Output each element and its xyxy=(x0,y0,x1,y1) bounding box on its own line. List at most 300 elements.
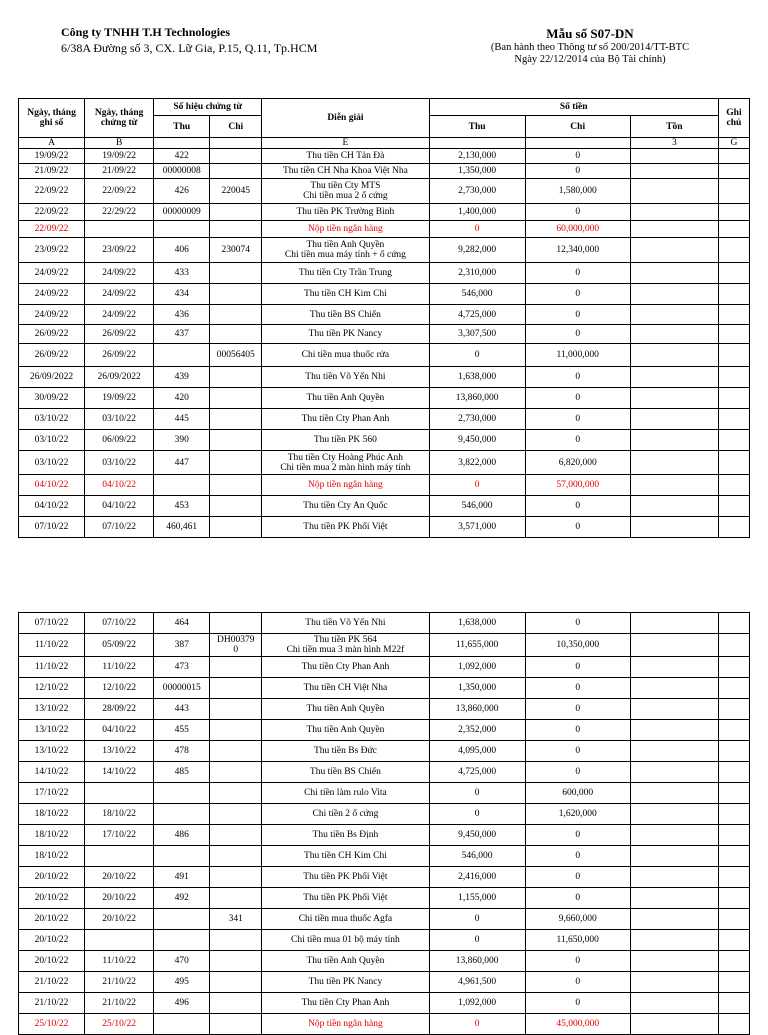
cell-date-doc: 19/09/22 xyxy=(85,149,154,164)
cell-payment-no xyxy=(210,930,262,951)
cell-description: Thu tiền PK Phối Việt xyxy=(262,888,429,909)
cell-amount-thu: 0 xyxy=(429,344,525,367)
cell-note xyxy=(718,164,749,179)
cell-amount-thu: 1,638,000 xyxy=(429,613,525,634)
cell-description: Thu tiền PK 564 Chi tiền mua 3 màn hình M22f xyxy=(262,634,429,657)
cell-receipt-no: 453 xyxy=(154,496,210,517)
cell-date-record: 13/10/22 xyxy=(19,741,85,762)
cell-amount-chi: 6,820,000 xyxy=(525,451,630,475)
cell-date-doc: 26/09/22 xyxy=(85,325,154,344)
cell-date-doc: 04/10/22 xyxy=(85,496,154,517)
cell-payment-no xyxy=(210,388,262,409)
cell-description: Thu tiền CH Việt Nha xyxy=(262,678,429,699)
cell-description: Thu tiền PK Phối Việt xyxy=(262,867,429,888)
cell-date-doc: 04/10/22 xyxy=(85,475,154,496)
cell-date-doc: 07/10/22 xyxy=(85,613,154,634)
cell-date-doc: 25/10/22 xyxy=(85,1014,154,1035)
cell-date-record: 21/09/22 xyxy=(19,164,85,179)
cell-date-record: 24/09/22 xyxy=(19,305,85,325)
table-row xyxy=(19,325,750,344)
cell-date-doc: 21/10/22 xyxy=(85,993,154,1014)
table-row xyxy=(19,1014,750,1035)
cell-receipt-no: 439 xyxy=(154,367,210,388)
table-row xyxy=(19,888,750,909)
table-row xyxy=(19,179,750,204)
cell-receipt-no: 390 xyxy=(154,430,210,451)
cell-note xyxy=(718,496,749,517)
cash-ledger-table-page-1 xyxy=(18,98,750,538)
cell-description: Thu tiền CH Tản Đà xyxy=(262,149,429,164)
cell-description: Thu tiền CH Kim Chi xyxy=(262,284,429,305)
table-row xyxy=(19,804,750,825)
cell-note xyxy=(718,325,749,344)
cell-amount-thu: 2,730,000 xyxy=(429,409,525,430)
cell-amount-ton xyxy=(630,846,718,867)
col-header-amt-ton: Tồn xyxy=(630,116,718,138)
cell-description: Thu tiền Cty Phan Anh xyxy=(262,409,429,430)
cash-ledger-table-page-2 xyxy=(18,612,750,1035)
cell-date-doc: 26/09/2022 xyxy=(85,367,154,388)
cell-note xyxy=(718,430,749,451)
code-cell xyxy=(525,138,630,149)
cell-note xyxy=(718,409,749,430)
cell-amount-thu: 2,416,000 xyxy=(429,867,525,888)
cell-amount-ton xyxy=(630,475,718,496)
cell-amount-chi: 0 xyxy=(525,430,630,451)
col-header-amount: Số tiền xyxy=(429,99,718,116)
cell-date-doc: 14/10/22 xyxy=(85,762,154,783)
cell-date-record: 13/10/22 xyxy=(19,720,85,741)
cell-date-record: 18/10/22 xyxy=(19,825,85,846)
cell-date-doc xyxy=(85,846,154,867)
cell-description: Thu tiền CH Kim Chi xyxy=(262,846,429,867)
cell-amount-ton xyxy=(630,325,718,344)
cell-amount-ton xyxy=(630,613,718,634)
table-row xyxy=(19,263,750,284)
cell-note xyxy=(718,179,749,204)
cell-amount-chi: 0 xyxy=(525,699,630,720)
cell-date-record: 03/10/22 xyxy=(19,430,85,451)
cell-date-record: 21/10/22 xyxy=(19,993,85,1014)
cell-date-doc: 21/09/22 xyxy=(85,164,154,179)
cell-date-record: 24/09/22 xyxy=(19,284,85,305)
cell-description: Thu tiền PK Nancy xyxy=(262,972,429,993)
cell-amount-ton xyxy=(630,204,718,221)
cell-description: Thu tiền PK 560 xyxy=(262,430,429,451)
table-row xyxy=(19,221,750,238)
cell-date-record: 26/09/2022 xyxy=(19,367,85,388)
cell-receipt-no: 455 xyxy=(154,720,210,741)
cell-description: Chi tiền làm rulo Vita xyxy=(262,783,429,804)
cell-payment-no: 341 xyxy=(210,909,262,930)
cell-amount-chi: 0 xyxy=(525,496,630,517)
cell-date-record: 20/10/22 xyxy=(19,867,85,888)
cell-note xyxy=(718,475,749,496)
cell-description: Thu tiền PK Nancy xyxy=(262,325,429,344)
cell-amount-chi: 57,000,000 xyxy=(525,475,630,496)
cell-description: Thu tiền Cty An Quốc xyxy=(262,496,429,517)
cell-payment-no xyxy=(210,263,262,284)
cell-amount-ton xyxy=(630,1014,718,1035)
cell-amount-chi: 0 xyxy=(525,388,630,409)
cell-note xyxy=(718,867,749,888)
cell-payment-no: 220045 xyxy=(210,179,262,204)
cell-date-doc: 03/10/22 xyxy=(85,409,154,430)
cell-note xyxy=(718,221,749,238)
cell-amount-thu: 546,000 xyxy=(429,284,525,305)
cell-description: Nộp tiền ngân hàng xyxy=(262,475,429,496)
cell-payment-no xyxy=(210,305,262,325)
cell-date-doc: 18/10/22 xyxy=(85,804,154,825)
cell-amount-ton xyxy=(630,741,718,762)
cell-payment-no xyxy=(210,430,262,451)
cell-date-record: 20/10/22 xyxy=(19,888,85,909)
cell-amount-ton xyxy=(630,221,718,238)
cell-receipt-no xyxy=(154,344,210,367)
table-row xyxy=(19,149,750,164)
cell-receipt-no: 434 xyxy=(154,284,210,305)
cell-amount-thu: 13,860,000 xyxy=(429,951,525,972)
cell-date-record: 23/09/22 xyxy=(19,238,85,263)
cell-amount-thu: 4,725,000 xyxy=(429,305,525,325)
col-header-note: Ghi chú xyxy=(718,99,749,138)
cell-amount-chi: 0 xyxy=(525,164,630,179)
cell-receipt-no xyxy=(154,930,210,951)
cell-payment-no xyxy=(210,888,262,909)
cell-date-record: 26/09/22 xyxy=(19,344,85,367)
cell-date-doc: 24/09/22 xyxy=(85,284,154,305)
cell-payment-no xyxy=(210,1014,262,1035)
cell-amount-thu: 0 xyxy=(429,804,525,825)
cell-date-doc xyxy=(85,221,154,238)
cell-date-doc: 22/09/22 xyxy=(85,179,154,204)
cell-amount-chi: 0 xyxy=(525,741,630,762)
cell-amount-ton xyxy=(630,909,718,930)
cell-amount-chi: 0 xyxy=(525,993,630,1014)
cell-note xyxy=(718,263,749,284)
cell-amount-thu: 13,860,000 xyxy=(429,699,525,720)
cell-amount-thu: 0 xyxy=(429,783,525,804)
cell-receipt-no: 496 xyxy=(154,993,210,1014)
cell-note xyxy=(718,762,749,783)
cell-payment-no xyxy=(210,164,262,179)
table-row xyxy=(19,741,750,762)
cell-amount-chi: 11,000,000 xyxy=(525,344,630,367)
table-row xyxy=(19,451,750,475)
cell-amount-chi: 60,000,000 xyxy=(525,221,630,238)
cell-note xyxy=(718,149,749,164)
cell-amount-chi: 0 xyxy=(525,284,630,305)
cell-description: Chi tiền mua 01 bộ máy tính xyxy=(262,930,429,951)
cell-amount-thu: 1,350,000 xyxy=(429,678,525,699)
cell-receipt-no: 00000009 xyxy=(154,204,210,221)
col-header-amt-thu: Thu xyxy=(429,116,525,138)
cell-receipt-no: 422 xyxy=(154,149,210,164)
cell-date-record: 13/10/22 xyxy=(19,699,85,720)
cell-amount-ton xyxy=(630,164,718,179)
cell-amount-chi: 45,000,000 xyxy=(525,1014,630,1035)
cell-payment-no xyxy=(210,284,262,305)
cell-payment-no xyxy=(210,951,262,972)
code-cell: E xyxy=(262,138,429,149)
cell-amount-chi: 600,000 xyxy=(525,783,630,804)
cell-amount-ton xyxy=(630,720,718,741)
cell-amount-thu: 546,000 xyxy=(429,846,525,867)
cell-amount-thu: 0 xyxy=(429,475,525,496)
cell-date-record: 21/10/22 xyxy=(19,972,85,993)
cell-amount-ton xyxy=(630,951,718,972)
table-row xyxy=(19,909,750,930)
table-row xyxy=(19,634,750,657)
cell-receipt-no: 473 xyxy=(154,657,210,678)
table-row xyxy=(19,699,750,720)
cell-amount-chi: 0 xyxy=(525,367,630,388)
table-row xyxy=(19,762,750,783)
cell-date-record: 22/09/22 xyxy=(19,221,85,238)
code-cell: A xyxy=(19,138,85,149)
table-row xyxy=(19,344,750,367)
cell-note xyxy=(718,825,749,846)
cell-amount-chi: 9,660,000 xyxy=(525,909,630,930)
cell-amount-ton xyxy=(630,678,718,699)
cell-amount-chi: 1,620,000 xyxy=(525,804,630,825)
code-cell xyxy=(154,138,210,149)
cell-description: Nộp tiền ngân hàng xyxy=(262,221,429,238)
cell-amount-thu: 4,095,000 xyxy=(429,741,525,762)
cell-amount-chi: 1,580,000 xyxy=(525,179,630,204)
code-cell: B xyxy=(85,138,154,149)
cell-date-record: 07/10/22 xyxy=(19,613,85,634)
cell-date-doc: 12/10/22 xyxy=(85,678,154,699)
cell-amount-ton xyxy=(630,344,718,367)
cell-receipt-no xyxy=(154,1014,210,1035)
table-row xyxy=(19,388,750,409)
cell-amount-ton xyxy=(630,451,718,475)
cell-receipt-no xyxy=(154,783,210,804)
cell-note xyxy=(718,993,749,1014)
cell-note xyxy=(718,846,749,867)
cell-description: Thu tiền Anh Quyền xyxy=(262,388,429,409)
cell-description: Thu tiền Bs Đức xyxy=(262,741,429,762)
cell-payment-no xyxy=(210,325,262,344)
column-code-row xyxy=(19,138,750,149)
cell-date-record: 14/10/22 xyxy=(19,762,85,783)
cell-note xyxy=(718,388,749,409)
cell-note xyxy=(718,888,749,909)
cell-description: Thu tiền Cty Phan Anh xyxy=(262,993,429,1014)
cell-date-record: 22/09/22 xyxy=(19,179,85,204)
form-subtitle-2: Ngày 22/12/2014 của Bộ Tài chính) xyxy=(514,54,666,65)
cell-date-doc xyxy=(85,783,154,804)
cell-receipt-no: 433 xyxy=(154,263,210,284)
col-header-doc-no: Số hiệu chứng từ xyxy=(154,99,262,116)
cell-amount-chi: 0 xyxy=(525,409,630,430)
cell-payment-no xyxy=(210,741,262,762)
table-row xyxy=(19,846,750,867)
cell-date-doc: 13/10/22 xyxy=(85,741,154,762)
cell-amount-ton xyxy=(630,367,718,388)
table-row xyxy=(19,993,750,1014)
cell-amount-ton xyxy=(630,305,718,325)
cell-description: Thu tiền Võ Yến Nhi xyxy=(262,613,429,634)
cell-date-doc: 24/09/22 xyxy=(85,305,154,325)
cell-date-record: 20/10/22 xyxy=(19,909,85,930)
cell-payment-no: DH00379 0 xyxy=(210,634,262,657)
cell-amount-ton xyxy=(630,699,718,720)
cell-payment-no xyxy=(210,699,262,720)
cell-receipt-no: 426 xyxy=(154,179,210,204)
cell-amount-thu: 1,155,000 xyxy=(429,888,525,909)
cell-amount-thu: 9,282,000 xyxy=(429,238,525,263)
cell-note xyxy=(718,930,749,951)
cell-amount-chi: 0 xyxy=(525,149,630,164)
cell-date-record: 07/10/22 xyxy=(19,517,85,538)
cell-date-record: 11/10/22 xyxy=(19,657,85,678)
cell-date-record: 04/10/22 xyxy=(19,475,85,496)
cell-note xyxy=(718,634,749,657)
cell-description: Thu tiền BS Chiến xyxy=(262,305,429,325)
cell-payment-no xyxy=(210,451,262,475)
cell-description: Thu tiền PK Phối Việt xyxy=(262,517,429,538)
cell-amount-chi: 12,340,000 xyxy=(525,238,630,263)
cell-amount-thu: 3,822,000 xyxy=(429,451,525,475)
cell-date-doc: 20/10/22 xyxy=(85,888,154,909)
cell-date-doc: 22/29/22 xyxy=(85,204,154,221)
cell-payment-no: 00056405 xyxy=(210,344,262,367)
cell-payment-no xyxy=(210,367,262,388)
cell-amount-ton xyxy=(630,867,718,888)
cell-amount-thu: 4,961,500 xyxy=(429,972,525,993)
form-title: Mẫu số S07-DN xyxy=(546,26,634,41)
cell-amount-thu: 2,130,000 xyxy=(429,149,525,164)
cell-date-doc: 20/10/22 xyxy=(85,909,154,930)
cell-amount-thu: 1,638,000 xyxy=(429,367,525,388)
cell-note xyxy=(718,699,749,720)
cell-note xyxy=(718,741,749,762)
cell-description: Thu tiền Anh Quyền xyxy=(262,951,429,972)
cell-date-doc: 24/09/22 xyxy=(85,263,154,284)
cell-receipt-no: 460,461 xyxy=(154,517,210,538)
cell-description: Thu tiền Cty Trần Trung xyxy=(262,263,429,284)
cell-date-doc: 23/09/22 xyxy=(85,238,154,263)
cell-receipt-no: 00000008 xyxy=(154,164,210,179)
cell-receipt-no: 436 xyxy=(154,305,210,325)
col-header-doc-thu: Thu xyxy=(154,116,210,138)
cell-date-record: 26/09/22 xyxy=(19,325,85,344)
table-row xyxy=(19,409,750,430)
cell-receipt-no: 486 xyxy=(154,825,210,846)
cell-note xyxy=(718,678,749,699)
table-row xyxy=(19,613,750,634)
cell-note xyxy=(718,1014,749,1035)
cell-amount-chi: 0 xyxy=(525,263,630,284)
cell-receipt-no: 478 xyxy=(154,741,210,762)
form-subtitle-1: (Ban hành theo Thông tư số 200/2014/TT-BTC xyxy=(490,42,690,53)
cell-date-doc xyxy=(85,930,154,951)
cell-payment-no xyxy=(210,804,262,825)
cell-date-doc: 20/10/22 xyxy=(85,867,154,888)
cell-amount-ton xyxy=(630,762,718,783)
table-row xyxy=(19,367,750,388)
cell-amount-chi: 0 xyxy=(525,325,630,344)
cell-note xyxy=(718,783,749,804)
cell-date-record: 20/10/22 xyxy=(19,930,85,951)
cell-amount-chi: 0 xyxy=(525,846,630,867)
cell-amount-thu: 3,571,000 xyxy=(429,517,525,538)
cell-amount-ton xyxy=(630,930,718,951)
cell-amount-thu: 1,400,000 xyxy=(429,204,525,221)
cell-amount-chi: 0 xyxy=(525,657,630,678)
cell-note xyxy=(718,451,749,475)
col-header-amt-chi: Chi xyxy=(525,116,630,138)
cell-receipt-no xyxy=(154,909,210,930)
table-row xyxy=(19,475,750,496)
cell-amount-ton xyxy=(630,284,718,305)
cell-receipt-no: 420 xyxy=(154,388,210,409)
cell-amount-chi: 10,350,000 xyxy=(525,634,630,657)
cell-date-doc: 19/09/22 xyxy=(85,388,154,409)
cell-description: Thu tiền PK Trường Bình xyxy=(262,204,429,221)
cell-payment-no xyxy=(210,972,262,993)
cell-payment-no xyxy=(210,496,262,517)
cell-note xyxy=(718,804,749,825)
table-row xyxy=(19,678,750,699)
cell-amount-ton xyxy=(630,657,718,678)
cell-date-record: 25/10/22 xyxy=(19,1014,85,1035)
cell-note xyxy=(718,657,749,678)
cell-amount-thu: 0 xyxy=(429,221,525,238)
cell-amount-thu: 1,092,000 xyxy=(429,657,525,678)
cell-payment-no xyxy=(210,867,262,888)
cell-amount-chi: 11,650,000 xyxy=(525,930,630,951)
cell-amount-chi: 0 xyxy=(525,951,630,972)
cell-payment-no xyxy=(210,825,262,846)
cell-date-doc: 28/09/22 xyxy=(85,699,154,720)
cell-amount-ton xyxy=(630,388,718,409)
table-row xyxy=(19,783,750,804)
cell-amount-chi: 0 xyxy=(525,972,630,993)
table-row xyxy=(19,164,750,179)
cell-description: Thu tiền BS Chiến xyxy=(262,762,429,783)
cell-amount-thu: 0 xyxy=(429,1014,525,1035)
cell-date-doc: 05/09/22 xyxy=(85,634,154,657)
cell-description: Nộp tiền ngân hàng xyxy=(262,1014,429,1035)
cell-amount-ton xyxy=(630,238,718,263)
col-header-date-doc: Ngày, tháng chứng từ xyxy=(85,99,154,138)
cell-description: Chi tiền mua thuốc rửa xyxy=(262,344,429,367)
cell-receipt-no xyxy=(154,221,210,238)
cell-amount-thu: 0 xyxy=(429,909,525,930)
cell-date-record: 19/09/22 xyxy=(19,149,85,164)
cell-amount-ton xyxy=(630,972,718,993)
table-row xyxy=(19,284,750,305)
cell-amount-thu: 4,725,000 xyxy=(429,762,525,783)
cell-date-record: 11/10/22 xyxy=(19,634,85,657)
cell-receipt-no xyxy=(154,804,210,825)
table-row xyxy=(19,204,750,221)
code-cell: G xyxy=(718,138,749,149)
cell-amount-ton xyxy=(630,409,718,430)
cell-receipt-no: 387 xyxy=(154,634,210,657)
cell-date-doc: 26/09/22 xyxy=(85,344,154,367)
cell-amount-thu: 3,307,500 xyxy=(429,325,525,344)
cell-date-record: 30/09/22 xyxy=(19,388,85,409)
cell-receipt-no: 495 xyxy=(154,972,210,993)
cell-description: Thu tiền CH Nha Khoa Việt Nha xyxy=(262,164,429,179)
table-row xyxy=(19,867,750,888)
cell-amount-thu: 0 xyxy=(429,930,525,951)
cell-payment-no xyxy=(210,204,262,221)
